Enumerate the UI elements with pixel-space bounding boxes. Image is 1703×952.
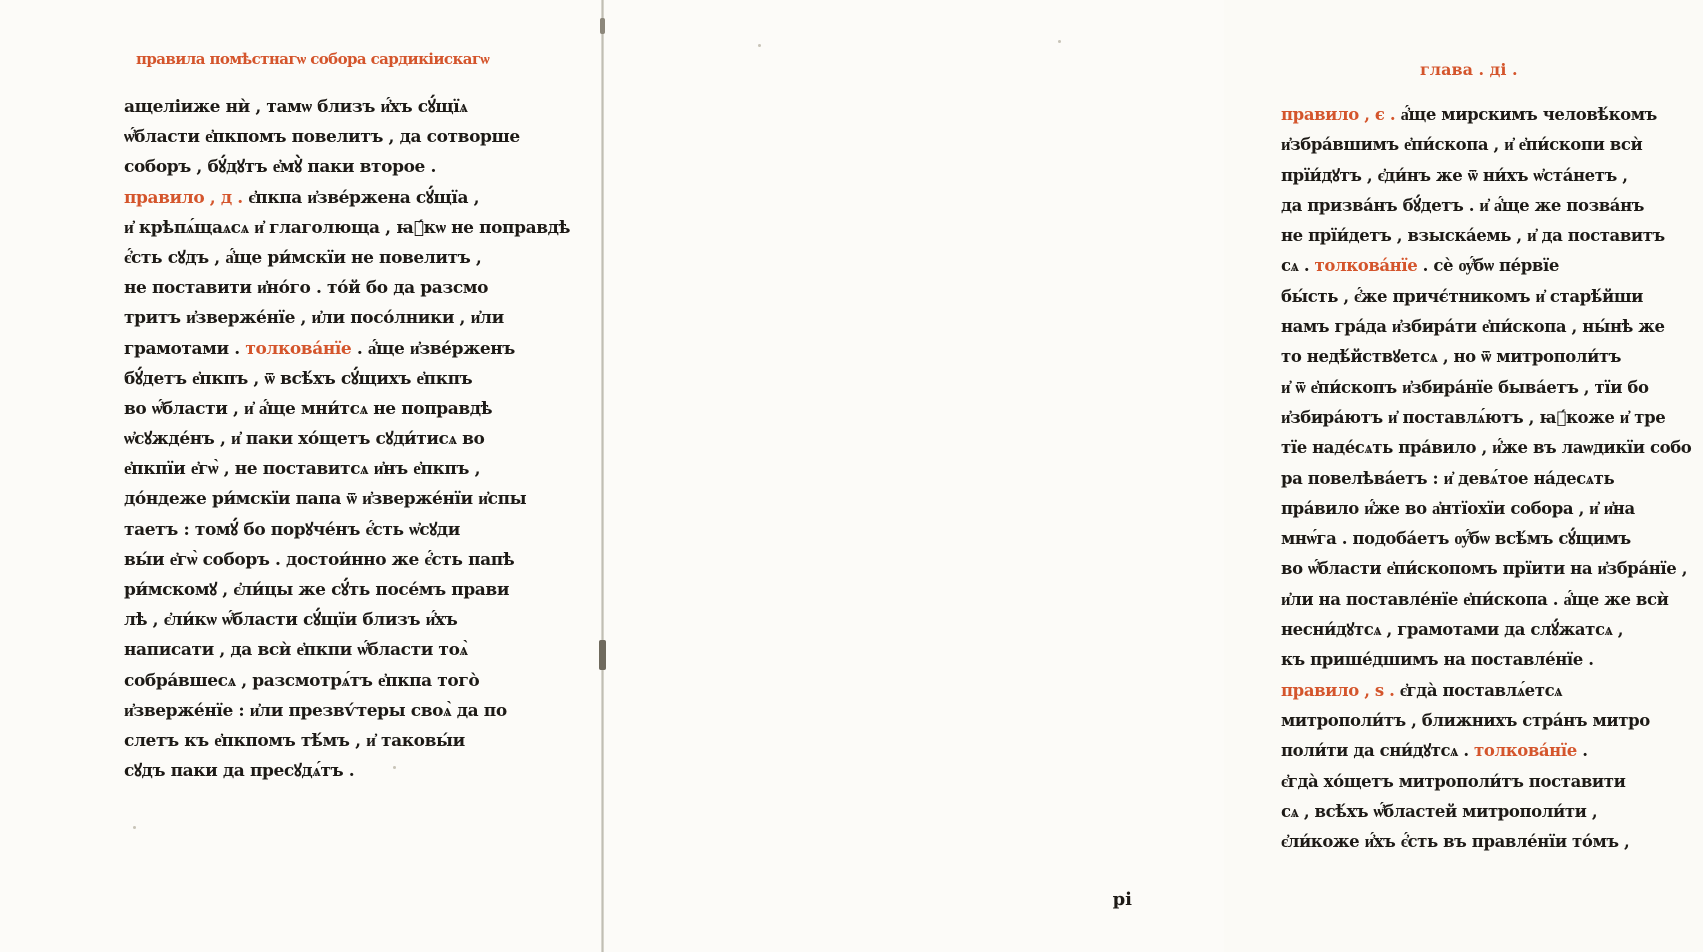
paper-speck bbox=[393, 766, 396, 769]
text-line: бы́сть , є҆́же причє́тникомъ и҆ старѣ́йши bbox=[1281, 286, 1644, 306]
text-line: во ѡ҆́бласти е҆пи́скопомъ прїити на и҆збра́нїе , bbox=[1281, 559, 1688, 579]
paper-speck bbox=[1058, 40, 1061, 43]
text-line: митрополи́тъ , ближнихъ стра́нъ митро bbox=[1281, 710, 1650, 730]
right-running-head: глава . ді . bbox=[1420, 60, 1518, 79]
left-page bbox=[0, 0, 603, 952]
text-line: соборъ , бꙋ́дꙋтъ е҆мꙋ̀ паки второе . bbox=[124, 157, 436, 178]
text-line: и҆збира́ютъ и҆ поставлѧ́ютъ , ꙗ҆́коже и҆ тре bbox=[1281, 407, 1666, 427]
text-line: ри́мскомꙋ , є҆ли́цы же сꙋ́ть посе́мъ прави bbox=[124, 580, 510, 600]
text-line: є҆гда̀ хо́щетъ митрополи́тъ поставити bbox=[1281, 771, 1626, 791]
text-line: не поставити и҆но́го . то́й бо да разсмо bbox=[124, 278, 489, 299]
text-line: е҆пкпїи е҆гѡ̀ , не поставитсѧ и҆нъ е҆пкпъ , bbox=[124, 459, 481, 480]
text-line: и҆ ѿ е҆пи́скопъ и҆збира́нїе быва́етъ , тїи бо bbox=[1281, 377, 1649, 397]
text-line: намъ гра́да и҆збира́ти е҆пи́скопа , ны́нѣ же bbox=[1281, 317, 1665, 337]
text-line: и҆ крѣпѧ́щаѧсѧ и҆ глаголюща , ꙗ҆́кѡ не поправдѣ bbox=[124, 217, 571, 238]
text-line: поли́ти да сни́дꙋтсѧ . толкова́нїе . bbox=[1281, 741, 1588, 761]
text-line: бꙋ́детъ е҆пкпъ , ѿ всѣ́хъ сꙋ́щихъ е҆пкпъ bbox=[124, 368, 473, 389]
text-line: и҆ли на поставле́нїе е҆пи́скопа . а҆́ще же всѝ bbox=[1281, 589, 1669, 609]
text-line: лѣ , є҆ли́кѡ ѡ҆́бласти сꙋ́щїи близъ и҆́хъ bbox=[124, 610, 458, 631]
text-line: є҆́сть сꙋдъ , а҆́ще ри́мскїи не повелитъ , bbox=[124, 247, 482, 268]
paper-speck bbox=[758, 44, 761, 47]
text-line: собра́вшесѧ , разсмотрѧ́тъ е҆пкпа того̀ bbox=[124, 670, 480, 691]
text-line: ащеліиже нѝ , тамѡ близъ и҆́хъ сꙋ́щїѧ bbox=[124, 97, 468, 117]
text-line: ѡ҆́бласти е҆пкпомъ повелитъ , да сотворше bbox=[124, 127, 520, 148]
text-line: написати , да всѝ е҆пкпи ѡ҆́бласти тоѧ̀ bbox=[124, 640, 468, 661]
text-line: то недѣ́йствꙋетсѧ , но ѿ митрополи́тъ bbox=[1281, 347, 1622, 367]
text-line: къ прише́дшимъ на поставле́нїе . bbox=[1281, 650, 1594, 670]
paper-speck bbox=[133, 826, 136, 829]
text-line: сꙋдъ паки да пресꙋдѧ́тъ . bbox=[124, 761, 355, 782]
text-line: да призва́нъ бꙋ́детъ . и҆ а҆́ще же позва́нъ bbox=[1281, 195, 1645, 215]
text-line: тїе наде́сѧть пра́вило , и҆́же въ лаѡдикїи собо bbox=[1281, 438, 1692, 458]
commentary-line: грамотами . толкова́нїе . а҆́ще и҆зве́рженъ bbox=[124, 338, 515, 359]
text-line: во ѡ҆́бласти , и҆ а҆́ще мни́тсѧ не поправдѣ bbox=[124, 398, 493, 419]
page-number: рі bbox=[1112, 889, 1132, 910]
text-line: и҆збра́вшимъ е҆пи́скопа , и҆ е҆пи́скопи всѝ bbox=[1281, 135, 1643, 155]
text-line: вы́и е҆гѡ̀ соборъ . достои́нно же є҆́сть папѣ bbox=[124, 549, 515, 570]
right-text-block bbox=[1281, 100, 1703, 857]
text-line: пра́вило и҆́же во а҆нтїохїи собора , и҆ и҆на bbox=[1281, 498, 1635, 518]
text-line: мнѡ́га . подоба́етъ ѹ҆́бѡ всѣ́мъ сꙋ́щимъ bbox=[1281, 529, 1631, 549]
text-line: и҆зверже́нїе : и҆ли презвѵ́теры своѧ̀ да по bbox=[124, 700, 507, 721]
text-line: до́ндеже ри́мскїи папа ѿ и҆зверже́нїи и҆спы bbox=[124, 489, 527, 510]
text-line: слетъ къ е҆пкпомъ тѣ́мъ , и҆ таковы́и bbox=[124, 730, 465, 751]
text-line: тритъ и҆зверже́нїе , и҆ли посо́лники , и҆ли bbox=[124, 308, 504, 329]
text-line: є҆ли́коже и҆́хъ є҆́сть въ правле́нїи то́мъ , bbox=[1281, 832, 1630, 852]
left-running-head: правила помѣстнагѡ собора сардикіискагѡ bbox=[136, 50, 490, 68]
rule-5-heading-line: правило , є . а҆́ще мирскимъ человѣ́комъ bbox=[1281, 105, 1657, 124]
text-line: ѡ҆сꙋжде́нъ , и҆ паки хо́щетъ сꙋди́тисѧ во bbox=[124, 429, 485, 450]
book-gutter bbox=[601, 0, 604, 952]
text-line: ра повелѣва́етъ : и҆ девѧ́тое на́десѧть bbox=[1281, 468, 1615, 488]
left-text-block bbox=[124, 92, 571, 786]
rule-4-heading-line: правило , д . є҆пкпа и҆зве́ржена сꙋ́щїа , bbox=[124, 187, 480, 208]
text-line: несни́дꙋтсѧ , грамотами да слꙋ́жатсѧ , bbox=[1281, 620, 1624, 640]
rule-6-heading-line: правило , ѕ . є҆гда̀ поставлѧ́етсѧ bbox=[1281, 680, 1563, 700]
text-line: таетъ : томꙋ́ бо порꙋче́нъ є҆́сть ѡ҆сꙋди bbox=[124, 519, 460, 540]
text-line: не прїи́детъ , взыска́емь , и҆ да поставитъ bbox=[1281, 226, 1665, 246]
right-page bbox=[605, 0, 1692, 952]
text-line: прїи́дꙋтъ , є҆ди́нъ же ѿ ни́хъ ѡ҆ста́нетъ , bbox=[1281, 165, 1628, 185]
text-line: сѧ , всѣ́хъ ѡ҆́бластей митрополи́ти , bbox=[1281, 801, 1598, 821]
commentary-line: сѧ . толкова́нїе . сѐ ѹ҆́бѡ пе́рвїе bbox=[1281, 256, 1559, 276]
